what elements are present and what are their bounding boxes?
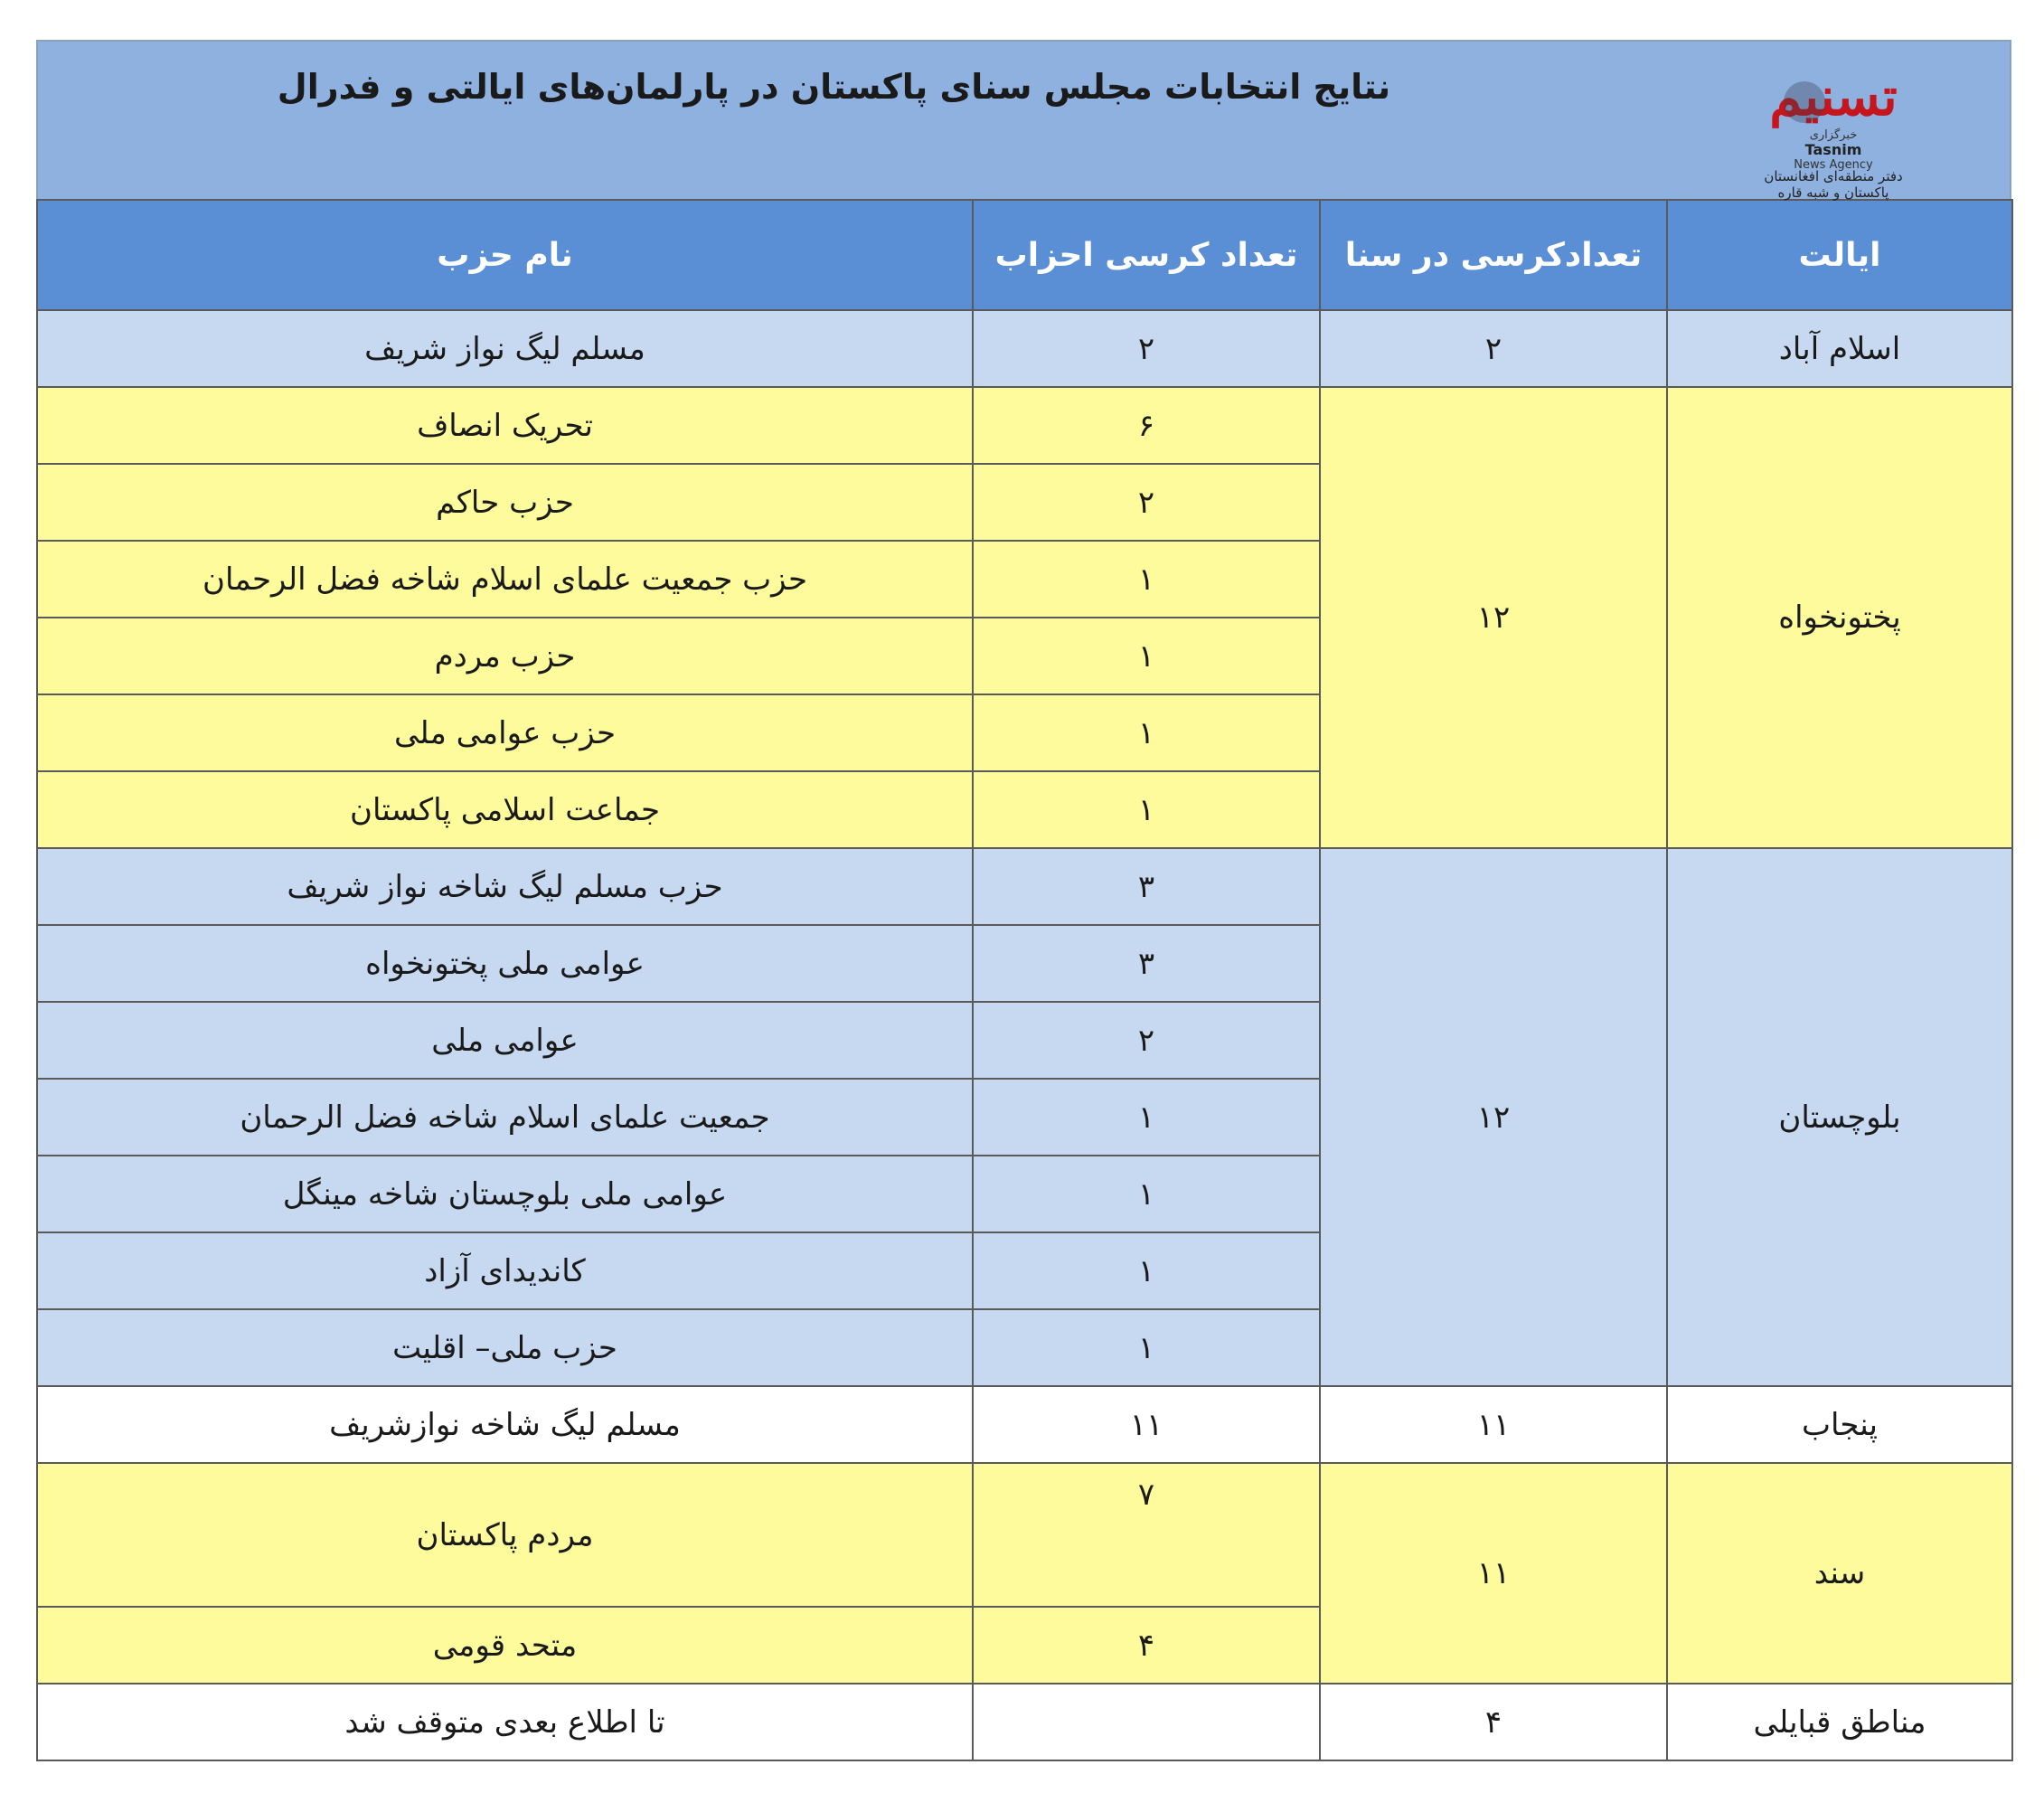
senate-seats-cell: ۲ — [1320, 310, 1667, 387]
province-cell: مناطق قبایلی — [1667, 1684, 2012, 1760]
party-seats-cell: ۳ — [973, 925, 1320, 1002]
party-seats-cell: ۱ — [973, 1232, 1320, 1309]
party-seats-cell: ۱ — [973, 771, 1320, 848]
results-document — [36, 40, 2011, 1761]
province-cell: اسلام آباد — [1667, 310, 2012, 387]
senate-seats-cell: ۱۱ — [1320, 1386, 1667, 1463]
party-seats-cell: ۳ — [973, 848, 1320, 925]
col-header-party-seats: تعداد کرسی احزاب — [973, 200, 1320, 310]
header-row — [37, 200, 2012, 310]
table-row — [37, 387, 2012, 464]
logo-dot-icon — [1784, 81, 1825, 123]
party-name-cell: حزب مسلم لیگ شاخه نواز شریف — [37, 848, 973, 925]
tasnim-logo — [1766, 65, 1901, 183]
table-row — [37, 848, 2012, 925]
party-seats-cell: ۱ — [973, 694, 1320, 771]
party-name-cell: حزب ملی– اقلیت — [37, 1309, 973, 1386]
logo-en-sub: News Agency — [1794, 158, 1873, 172]
party-name-cell: عوامی ملی — [37, 1002, 973, 1079]
party-name-cell: متحد قومی — [37, 1607, 973, 1684]
logo-fa-label: خبرگزاری — [1809, 128, 1858, 142]
party-name-cell: جماعت اسلامی پاکستان — [37, 771, 973, 848]
party-name-cell: جمعیت علمای اسلام شاخه فضل الرحمان — [37, 1079, 973, 1156]
table-row — [37, 1386, 2012, 1463]
senate-seats-cell: ۱۲ — [1320, 848, 1667, 1386]
title-bar — [36, 40, 2011, 199]
party-name-cell: مردم پاکستان — [37, 1463, 973, 1607]
party-name-cell: عوامی ملی بلوچستان شاخه مینگل — [37, 1156, 973, 1232]
party-seats-cell: ۲ — [973, 310, 1320, 387]
party-seats-cell: ۲ — [973, 1002, 1320, 1079]
party-name-cell: تا اطلاع بعدی متوقف شد — [37, 1684, 973, 1760]
senate-seats-cell: ۴ — [1320, 1684, 1667, 1760]
province-cell: پنجاب — [1667, 1386, 2012, 1463]
party-seats-cell: ۱ — [973, 1079, 1320, 1156]
table-row — [37, 310, 2012, 387]
party-seats-cell: ۱ — [973, 1156, 1320, 1232]
party-seats-cell: ۱۱ — [973, 1386, 1320, 1463]
party-name-cell: تحریک انصاف — [37, 387, 973, 464]
party-name-cell: کاندیدای آزاد — [37, 1232, 973, 1309]
party-name-cell: مسلم لیگ شاخه نوازشریف — [37, 1386, 973, 1463]
province-cell: پختونخواه — [1667, 387, 2012, 848]
party-name-cell: عوامی ملی پختونخواه — [37, 925, 973, 1002]
table-row — [37, 1463, 2012, 1607]
party-name-cell: حزب حاکم — [37, 464, 973, 541]
party-seats-cell: ۲ — [973, 464, 1320, 541]
logo-caption: دفتر منطقه‌ای افغانستان پاکستان و شبه قاره — [1764, 168, 1903, 201]
party-name-cell: حزب مردم — [37, 618, 973, 694]
party-seats-cell: ۴ — [973, 1607, 1320, 1684]
party-seats-cell — [973, 1684, 1320, 1760]
table-row — [37, 1684, 2012, 1760]
senate-seats-cell: ۱۱ — [1320, 1463, 1667, 1684]
col-header-party-name: نام حزب — [37, 200, 973, 310]
logo-en-name: Tasnim — [1804, 141, 1862, 158]
senate-seats-cell: ۱۲ — [1320, 387, 1667, 848]
col-header-senate-seats: تعدادکرسی در سنا — [1320, 200, 1667, 310]
results-table — [36, 199, 2013, 1761]
party-name-cell: مسلم لیگ نواز شریف — [37, 310, 973, 387]
page-title: نتایج انتخابات مجلس سنای پاکستان در پارلمان‌های ایالتی و فدرال — [277, 67, 1391, 107]
party-seats-cell: ۶ — [973, 387, 1320, 464]
province-cell: بلوچستان — [1667, 848, 2012, 1386]
party-seats-cell: ۱ — [973, 618, 1320, 694]
party-seats-cell: ۱ — [973, 1309, 1320, 1386]
party-name-cell: حزب عوامی ملی — [37, 694, 973, 771]
province-cell: سند — [1667, 1463, 2012, 1684]
party-seats-cell: ۱ — [973, 541, 1320, 618]
party-name-cell: حزب جمعیت علمای اسلام شاخه فضل الرحمان — [37, 541, 973, 618]
col-header-province: ایالت — [1667, 200, 2012, 310]
logo-mark: تسنیم — [1769, 66, 1898, 127]
party-seats-cell: ۷ — [973, 1463, 1320, 1607]
